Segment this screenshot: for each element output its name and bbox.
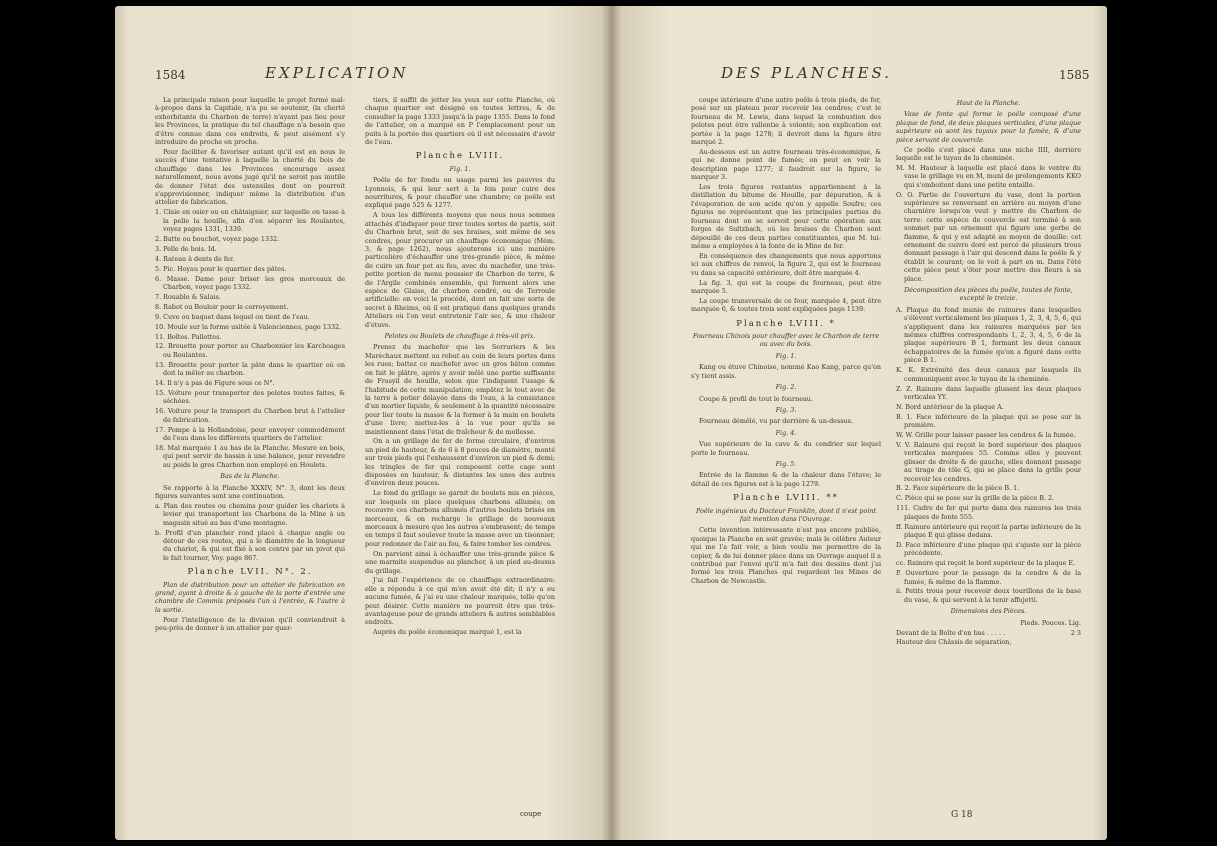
right-column-1: [691, 96, 881, 587]
catchword: coupe: [520, 810, 542, 818]
list-item: 8. Rabot ou Bouloir pour le corroyement.: [155, 302, 289, 311]
list-item: ii. Petits trous pour recevoir deux tourillons de la base du vase, & qui servent à la tenir affujetti.: [896, 587, 1081, 604]
list-item: 15. Voiture pour transporter des pelotes toutes faites, & séchées.: [155, 389, 345, 406]
paragraph: Coupe & profil de tout le fourneau.: [699, 394, 813, 403]
list-item: 18. Mal marquée 1 au bas de la Planche. Mesure en bois, qui peut servir de bassin à une balance, pour revendre au poids le gros Charbon non employé en Houlets.: [155, 443, 345, 469]
paragraph: J'ai fait l'expérience de ce chauffage extraordinaire: elle a répondu à ce qui m'en avoit été dit; il n'y a eu aucune fumée, & j'ai eu une chaleur marquée, telle qu'on peut désirer. Cette manière ne pourroit être que très-avantageuse pour de grands atteliers & autres semblables endroits.: [365, 576, 555, 627]
list-item: 4. Rateau à dents de fer.: [155, 254, 235, 263]
paragraph: Kang ou étuve Chinoise, nommé Kao Kang, parce qu'on s'y tient assis.: [691, 363, 881, 380]
list-item: Z. Z. Rainure dans laquelle glissent les deux plaques verticales YY.: [896, 384, 1081, 401]
running-head: DES PLANCHES.: [721, 64, 893, 82]
paragraph: Poêle de fer fondu en usage parmi les pauvres du Lyonnois, & qui leur sert à la fois pour cuire des nourritures, & pour chauffer une chambre; ce poêle est expliqué page 525 & 1277.: [365, 176, 555, 210]
page-number: 1585: [1059, 68, 1090, 82]
list-item: b. Profil d'un plancher rond placé à chaque angle ou détour de ces routes, qui a le diamètre de la longueur du chariot, & qui est fixé à son centre par un pivot qui le fait tourner, Voy. page 867.: [155, 528, 345, 562]
paragraph: La coupe transversale de ce four, marquée 4, peut être marquée 6, & toutes trois sont expliquées page 1139.: [691, 296, 881, 314]
list-item: cc. Rainure qui reçoit le bord supérieur de la plaque E.: [896, 559, 1076, 568]
subheading: Pelotes ou Boulets de chauffage à très-vil prix.: [384, 332, 536, 341]
list-item: 7. Rouable & Salais.: [155, 292, 221, 301]
row-value: 2 3: [1070, 628, 1081, 637]
figure-label: Fig. 1.: [775, 351, 797, 360]
plate-heading: Planche LVIII.: [415, 151, 505, 162]
figure-label: Fig. 4.: [775, 428, 797, 437]
subheading: Décomposition des pièces du poêle, toutes de fonte, excepté le treizie.: [904, 286, 1073, 303]
paragraph: En conséquence des changements que nous apportons ici aux chiffres de renvoi, la figure 2, qui est le fourneau vu dans sa capacité extérieure, doit être marquée 4.: [691, 251, 881, 277]
paragraph: Auprès du poêle économique marqué 1, est la: [373, 628, 522, 637]
section-title: Haut de la Planche.: [956, 99, 1021, 107]
list-item: O. O. Partie de l'ouverture du vase, dont la portion supérieure se renversant en arrière au moyen d'une charnière lorsqu'on veut y mettre du Charbon de terre: cette espèce de couvercle est terminé à son sommet par un ornement qui figure une gerbe de flamme, & qui y est adapté au moyen de douille: cet ornement de cuivre doré est percé de plusieurs trous donnant passage à l'air qui descend dans le poêle & y établit le courant; on le voit à part en m. Dans l'été cette pièce peut s'ôter pour mettre des fleurs à sa place.: [896, 190, 1081, 283]
plate-caption: Vase de fonte qui forme le poêle composé d'une plaque de fond, de deux plaques verticales, d'une plaque supérieure où sont les tuyaux pour la fumée, & d'une pièce servant de couvercle.: [896, 110, 1081, 144]
list-item: C. Pièce qui se pose sur la grille de la pièce B. 2.: [896, 494, 1055, 503]
list-item: 9. Cuve ou baquet dans lequel on tient de l'eau.: [155, 312, 310, 321]
left-page: [115, 6, 611, 840]
paragraph: coupe intérieure d'une autre poêle à trois pieds, de fer, posé sur un plateau pour recevoir les cendres; c'est le fourneau de M. Lewis, dans lequel la combustion des pelotes peut être rallentie à volonté; son explication est portée à la page 1278; il devroit dans la figure être marqué 2.: [691, 96, 881, 147]
plate-heading: Planche LVIII. *: [736, 318, 836, 329]
paragraph: Ce poêle s'est placé dans une niche IIII, derrière laquelle est le tuyau de la cheminée.: [896, 145, 1081, 162]
plate-caption: Plan de distribution pour un attelier de fabrication en grand, ayant à droite & à gauche de la porte d'entrée une chambre de Commis préposés l'un à l'entrée, & l'autre à la sortie.: [155, 580, 345, 614]
paragraph: Les trois figures restantes appartiennent à la distillation du bitume de Houille, par dépuration, & à l'évaporation de son acide qu'on y appelle Soufre; ces figures ne représentent que les principales parties du fourneau dont on se servoit pour cette opération aux forges de Sultzbach, où les braises de Charbon sont dépouillé de ces deux parties constituantes, que M. lui-même a employées à la fonte de la Mine de fer.: [691, 183, 881, 250]
list-item: W. W. Grille pour laisser passer les cendres & la fumée.: [896, 431, 1076, 440]
running-head: EXPLICATION: [265, 64, 409, 82]
list-item: A. Plaque du fond munie de rainures dans lesquelles s'élèvent verticalement les plaques 1, 2, 3, 4, 5, 6, qui s'appliquent dans les rainures marquées par les mêmes chiffres correspondants 1, 2, 3, 4, 5, 6 de la plaque supérieure B 1, formant les deux canaux échappatoires de la fumée qu'on a figuré dans cette pièce B 1.: [896, 305, 1081, 365]
list-item: P. Ouverture pour le passage de la cendre & de la fumée, & même de la flamme.: [896, 569, 1081, 586]
signature-mark: G 18: [951, 810, 973, 820]
paragraph: La fig. 3, qui est la coupe du fourneau, peut être marquée 5.: [691, 278, 881, 295]
list-item: 111. Cadre de fer qui porte dans des rainures les trois plaques de fonte 555.: [896, 504, 1081, 521]
paragraph: Au-dessous est un autre fourneau très-économique, & qui ne donne point de fumée; on peut en voir la description page 1277; il faudroit sur la figure, le marquer 3.: [691, 147, 881, 182]
list-item: 14. Il n'y a pas de Figure sous ce N°.: [155, 379, 275, 388]
paragraph: Pour l'intelligence de la division qu'il conviendroit à peu-près de donner à un attelier par quar-: [155, 615, 345, 633]
paragraph: La principale raison pour laquelle le projet formé mal-à-propos dans la Capitale, n'a pu se soutenir, (la cherté exhorbitante du Charbon de terre) n'ayant pas lieu pour les Provinces, la pratique du tel chauffage n'a besoin que d'être connue dans ces endroits, & peut aisément s'y introduire de proche en proche.: [155, 96, 345, 147]
paragraph: On parvient ainsi à échauffer une très-grande pièce & une marmite suspendue au plancher, à un pied au-dessus du grillage.: [365, 549, 555, 575]
page-number: 1584: [155, 68, 186, 82]
list-item: M. M. Hauteur à laquelle est placé dans le ventre du vase le grillage vu en M, muni de prolongements KKO qui s'emboitent dans une petite entaille.: [896, 163, 1081, 189]
list-item: 13. Brouette pour porter la pâte dans le quartier où on doit la mêler au charbon.: [155, 360, 345, 378]
right-column-2: [896, 96, 1081, 648]
list-item: 3. Pelle de bois. Id.: [155, 244, 217, 253]
list-item: 2. Batte ou bouchot, voyez page 1332.: [155, 235, 280, 243]
plate-heading: Planche LVII. N°. 2.: [187, 567, 313, 578]
list-item: B. 1. Face inférieure de la plaque qui se pose sur la première.: [896, 412, 1081, 430]
section-title: Bas de la Planche.: [220, 472, 280, 481]
figure-label: Fig. 3.: [775, 405, 797, 414]
figure-label: Fig. 5.: [775, 459, 797, 468]
list-item: 10. Moule sur la forme usitée à Valenciennes, page 1332.: [155, 322, 342, 331]
list-item: 11. Boîtes. Pallettes.: [155, 332, 222, 341]
list-item: ff. Rainure antérieure qui reçoit la partie inférieure de la plaque E qui glisse dedans.: [896, 522, 1081, 539]
left-column-1: [155, 96, 345, 634]
list-item: a. Plan des routes ou chemins pour guider les chariots à levier qui transportent les Charbons de la Mine à un magasin situé au bas d'une montagne.: [155, 501, 345, 527]
row-label: Devant de la Boîte d'en bas . . . . .: [896, 628, 1006, 637]
table-row: [896, 629, 1081, 637]
paragraph: Prenez du machefer que les Serruriers & les Maréchaux mettent au rebut au coin de leurs portes dans les rues; battez ce machefer avec un gros bâton comme on fait le plâtre, après y avoir mêlé une partie suffisante de Frasyil de houille, selon que l'indiquent l'usage & l'habitude de cette manipulation; empâtez le tout avec de la terre à potier délayée dans de l'eau, à la consistance d'un mortier liquide, & seulement à la quantité nécessaire pour lier toute la masse & la former à la main en boulets d'une livre; mettez-les à la vue pour qu'ils se maintiennent dans l'état de fraîcheur & de mollesse.: [365, 343, 555, 436]
paragraph: A tous les différents moyens que nous nous sommes attachés d'indiquer pour tirer toutes sortes de partis, soit du Charbon brut, soit de ses braises, soit même de ses cendres, pour procurer un chauffage économique (Mém. 3, & page 1262), nous ajouterons ici une manière particulière d'échauffer une très-grande pièce, & même de cuire un four pot au feu, avec du machefer, une très-petite portion de menu poussier de Charbon de terre, & de l'Argile combinés ensemble, qui forment alors une espèce de Glaise, de charbon cendré, ou de Terroule artificielle: en voici le procédé, dont on fait une sorte de secret à Rheims, où il est pratiqué dans quelques grands Atteliers où l'on veut entretenir l'air sec, & une chaleur d'étuve.: [365, 211, 555, 329]
list-item: 5. Pic. Hoyau pour le quartier des pâtes.: [155, 264, 287, 273]
list-item: 16. Voiture pour le transport du Charbon brut à l'attelier de fabrication.: [155, 407, 345, 424]
table-row: [896, 638, 1081, 646]
paragraph: Se rapporte à la Planche XXXIV, N°. 3, dont les deux figures suivantes sont une continuation.: [155, 483, 345, 500]
list-item: B. 2. Face supérieure de la pièce B. 1.: [896, 484, 1020, 493]
list-item: K. K. Extrémité des deux canaux par lesquels ils communiquent avec le tuyau de la cheminée.: [896, 366, 1081, 383]
plate-caption: Fourneau Chinois pour chauffer avec le Charbon de terre ou avec du bois.: [692, 332, 880, 349]
list-item: 12. Brouette pour porter au Charbonnier les Karchoages ou Roulantes.: [155, 342, 345, 359]
plate-heading: Planche LVIII. **: [733, 493, 839, 504]
paragraph: Vue supérieure de la cave & du cendrier sur lequel porte le fourneau.: [691, 440, 881, 457]
table-header: Pieds. Pouces. Lig.: [1020, 618, 1081, 627]
list-item: 1. Claie en osier ou en châtaignier, sur laquelle on tasse à la pelle la houille, afin d'en séparer les Roulantes, voyez pages 1331, 1339.: [155, 208, 345, 234]
paragraph: Le fond du grillage se garnit de boulets mis en pièces, sur lesquels on place quelques charbons allumés; on recouvre ces charbons allumés d'autres boulets brisés en morceaux, & on recharge le grillage de nouveaux morceaux à mesure que les autres s'embrasent; de temps en temps il faut soulever toute la masse avec un tisonnier, pour redonner de l'air au feu, & faire tomber les cendres.: [365, 489, 555, 548]
list-item: D. Face inférieure d'une plaque qui s'ajuste sur la pièce précédente.: [896, 540, 1081, 558]
row-label: Hauteur des Châssis de séparation,: [896, 638, 1012, 647]
right-page: [611, 6, 1107, 840]
paragraph: Fourneau démêlé, vu par derrière & un-dessus.: [699, 417, 853, 426]
paragraph: Entrée de la flamme & de la chaleur dans l'étuve; le détail de ces figures est à la page 1279.: [691, 471, 881, 488]
list-item: N. Bord antérieur de la plaque A.: [896, 402, 1004, 411]
paragraph: tiers, il suffit de jetter les yeux sur cette Planche, où chaque quartier est désigné en toutes lettres, & de consulter la page 1333 jusqu'à la page 1355. Dans le fond de l'attelier, on a marqué en P l'emplacement pour un puits à la portée des quartiers où il est nécessaire d'avoir de l'eau.: [365, 96, 555, 147]
paragraph: On a un grillage de fer de forme circulaire, d'environ un pied de hauteur, & de 6 à 8 pouces de diamètre, monté sur trois pieds qui l'exhaussent d'environ un pied & demi; les tringles de fer qui composent cette cage sont disposées en hauteur, & distantes les unes des autres d'environ deux pouces.: [365, 437, 555, 488]
left-column-2: [365, 96, 555, 638]
open-book: [115, 0, 1107, 846]
figure-label: Fig. 1.: [449, 164, 471, 173]
list-item: 6. Masse. Dame pour briser les gros morceaux de Charbon, voyez page 1332.: [155, 274, 345, 292]
plate-caption: Poêle ingénieux du Docteur Franklin, dont il n'est point fait mention dans l'Ouvrage.: [695, 506, 877, 523]
subheading: Dimensions des Pièces.: [950, 607, 1027, 616]
list-item: V. V. Rainure qui reçoit le bord supérieur des plaques verticales marquées 55. Comme elles y peuvent glisser de droite & de gauche, elles donnent passage au tirage de tôle G, qui se place dans la grille pour recevoir les cendres.: [896, 440, 1081, 483]
figure-label: Fig. 2.: [775, 383, 797, 392]
list-item: 17. Pompe à la Hollandoise, pour envoyer commodément de l'eau dans les différents quartiers de l'attelier.: [155, 425, 345, 443]
paragraph: Cette invention intéressante n'est pas encore publiée, quoique la Planche en soit gravée; mais le célèbre Auteur qui me l'a fait voir, a bien voulu me permettre de la copier, & de lui donner place dans un Ouvrage auquel il a contribué par l'envoi qu'il m'a fait des dessins dont j'ai formé les trois Planches qui regardent les Mines de Charbon de Newcastle.: [691, 526, 881, 585]
paragraph: Pour faciliter & favoriser autant qu'il est en nous le succès d'une tentative à laquelle la cherté du bois de chauffage dans les Provinces encourage assez naturellement, nous avons jugé qu'il ne seroit pas inutile de donner l'état des ustensiles dont on pourroit s'approvisionner, indiquer même la distribution d'un attelier de fabrication.: [155, 147, 345, 207]
